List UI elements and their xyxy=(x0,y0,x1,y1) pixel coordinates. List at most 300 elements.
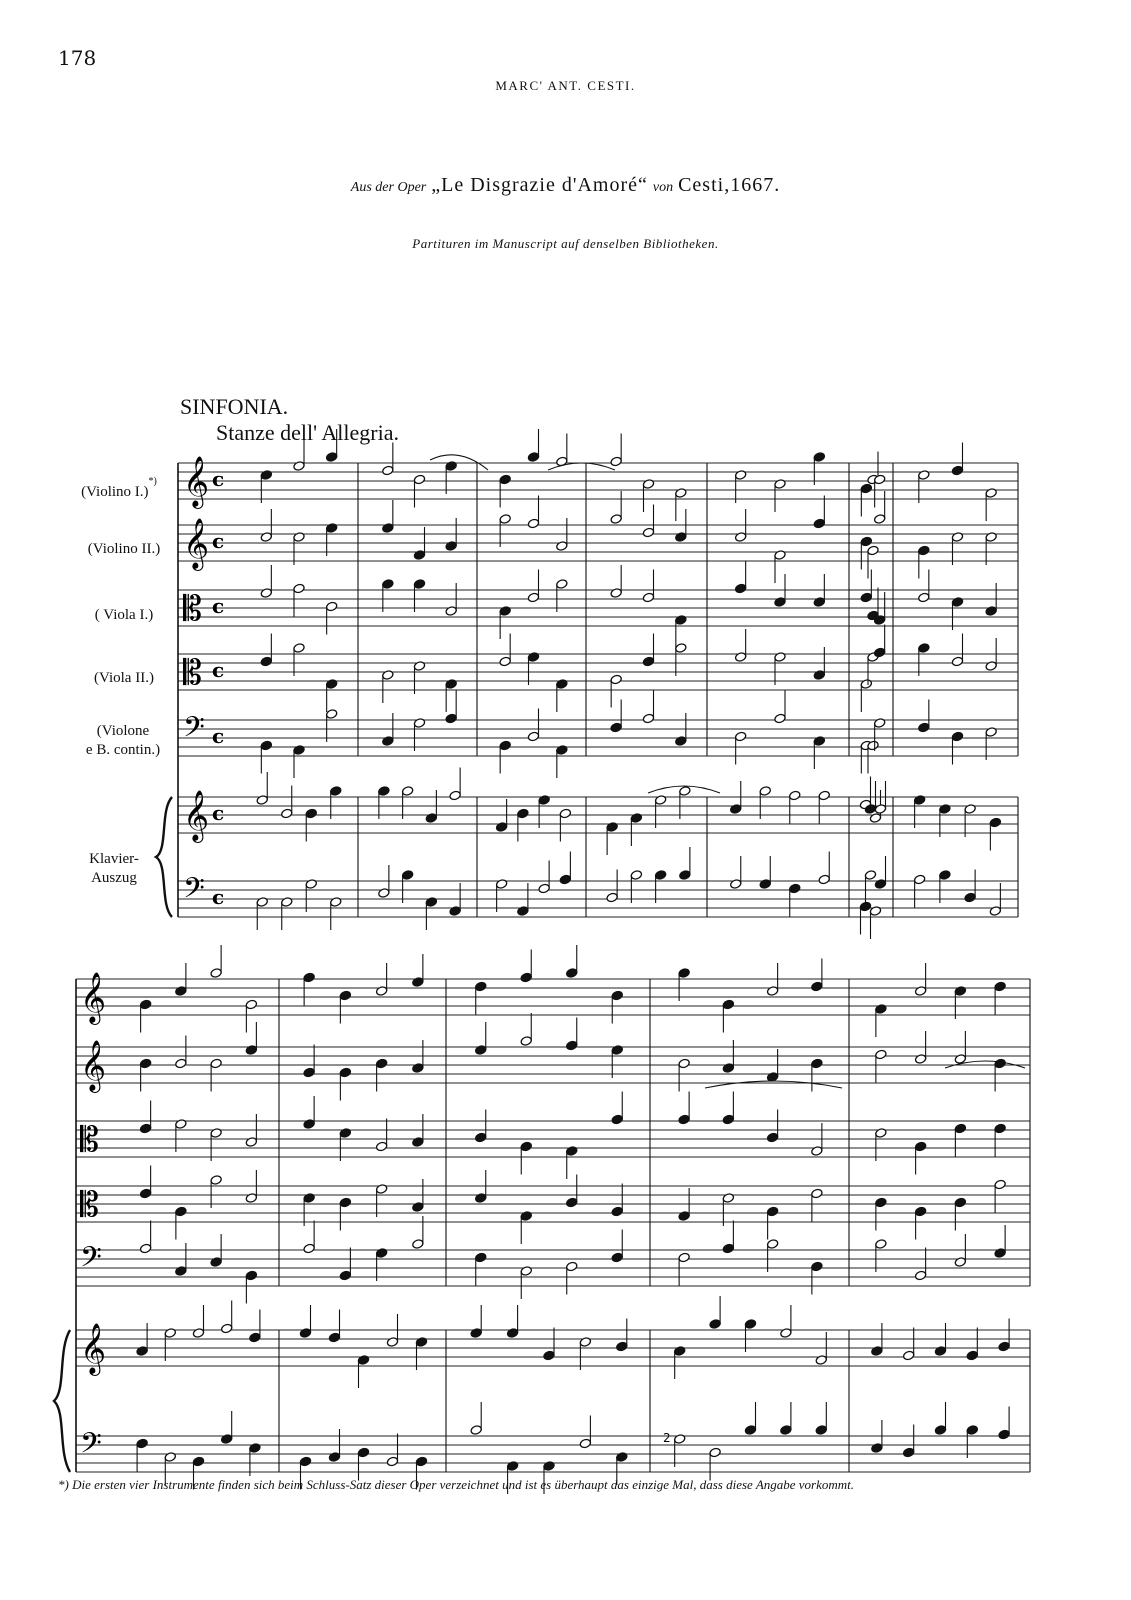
clef-icon: 𝄢 xyxy=(183,872,205,912)
note-head xyxy=(543,1461,555,1472)
note-head xyxy=(175,1206,187,1217)
note-head xyxy=(985,606,997,617)
note-head xyxy=(499,740,511,751)
clef-icon: 𝄞 xyxy=(183,456,210,507)
note-head xyxy=(954,1197,966,1208)
note-head xyxy=(918,545,930,556)
note-head xyxy=(811,1261,823,1272)
note-head xyxy=(722,1114,734,1125)
note-head xyxy=(293,461,305,472)
note-head xyxy=(210,1058,222,1069)
note-head xyxy=(579,1438,591,1449)
note-head xyxy=(299,1456,311,1467)
note-head xyxy=(818,874,830,885)
note-head xyxy=(330,786,342,797)
note-head xyxy=(175,1119,187,1130)
note-head xyxy=(951,532,963,543)
note-head xyxy=(556,745,568,756)
note-head xyxy=(325,452,337,463)
note-head xyxy=(375,986,387,997)
note-head xyxy=(256,795,268,806)
note-head xyxy=(382,579,394,590)
note-head xyxy=(339,1067,351,1078)
note-head xyxy=(606,822,618,833)
instrument-label-klavier: Klavier- Auszug xyxy=(89,851,139,886)
note-head xyxy=(871,1346,883,1357)
note-head xyxy=(774,550,786,561)
note-head xyxy=(989,817,1001,828)
note-head xyxy=(813,736,825,747)
time-signature-icon: c xyxy=(212,658,225,682)
note-head xyxy=(913,874,925,885)
note-head xyxy=(412,1239,424,1250)
note-head xyxy=(210,1175,222,1186)
note-head xyxy=(709,1447,721,1458)
note-head xyxy=(722,1063,734,1074)
note-head xyxy=(989,906,1001,917)
note-head xyxy=(293,583,305,594)
note-head xyxy=(339,1270,351,1281)
note-head xyxy=(527,592,539,603)
instrument-label-violino-2: (Violino II.) xyxy=(87,541,161,557)
note-head xyxy=(210,1128,222,1139)
note-head xyxy=(811,1058,823,1069)
note-head xyxy=(566,1146,578,1157)
note-head xyxy=(860,536,872,547)
note-head xyxy=(914,1270,926,1281)
note-head xyxy=(789,790,801,801)
note-head xyxy=(293,532,305,543)
note-head xyxy=(616,1341,628,1352)
note-head xyxy=(412,1063,424,1074)
note-head xyxy=(616,1452,628,1463)
clef-icon: 𝄢 xyxy=(80,1241,102,1281)
clef-icon: 𝄢 xyxy=(80,1427,102,1467)
source-mid: von xyxy=(652,180,674,195)
note-head xyxy=(386,1337,398,1348)
note-head xyxy=(382,465,394,476)
note-head xyxy=(611,1206,623,1217)
note-head xyxy=(918,470,930,481)
note-head xyxy=(954,986,966,997)
note-head xyxy=(874,879,886,890)
note-head xyxy=(918,643,930,654)
note-head xyxy=(678,1211,690,1222)
note-head xyxy=(413,579,425,590)
note-head xyxy=(610,674,622,685)
note-head xyxy=(475,1132,487,1143)
note-head xyxy=(811,1188,823,1199)
note-head xyxy=(139,1188,151,1199)
note-head xyxy=(774,652,786,663)
note-head xyxy=(303,972,315,983)
running-head: MARC' ANT. CESTI. xyxy=(495,78,636,93)
note-head xyxy=(875,1128,887,1139)
note-head xyxy=(994,1123,1006,1134)
note-head xyxy=(679,786,691,797)
figured-bass-numeral: 2 xyxy=(663,1431,671,1445)
note-head xyxy=(556,541,568,552)
note-head xyxy=(875,1197,887,1208)
note-head xyxy=(303,1193,315,1204)
note-head xyxy=(328,1332,340,1343)
note-head xyxy=(538,795,550,806)
footnote xyxy=(58,1476,1058,1494)
note-head xyxy=(401,786,413,797)
note-head xyxy=(780,1425,792,1436)
note-head xyxy=(495,822,507,833)
note-head xyxy=(722,1243,734,1254)
note-head xyxy=(610,456,622,467)
note-head xyxy=(678,968,690,979)
note-head xyxy=(192,1456,204,1467)
note-head xyxy=(789,883,801,894)
note-head xyxy=(412,1137,424,1148)
note-head xyxy=(339,1128,351,1139)
note-head xyxy=(964,892,976,903)
piano-brace xyxy=(54,1330,70,1472)
note-head xyxy=(527,731,539,742)
note-head xyxy=(630,813,642,824)
clef-icon: 𝄡 xyxy=(183,653,202,693)
note-head xyxy=(520,972,532,983)
note-head xyxy=(722,999,734,1010)
note-head xyxy=(951,597,963,608)
note-head xyxy=(245,1137,257,1148)
note-head xyxy=(875,1049,887,1060)
note-head xyxy=(642,656,654,667)
note-head xyxy=(325,709,337,720)
note-head xyxy=(734,532,746,543)
footnote-mark: *) xyxy=(58,1477,69,1492)
note-head xyxy=(221,1434,233,1445)
note-head xyxy=(164,1452,176,1463)
note-head xyxy=(375,1248,387,1259)
note-head xyxy=(867,545,879,556)
piece-title: SINFONIA. xyxy=(180,394,289,419)
clef-icon: 𝄡 xyxy=(80,1185,99,1225)
note-head xyxy=(675,488,687,499)
note-head xyxy=(260,656,272,667)
note-head xyxy=(766,1132,778,1143)
note-head xyxy=(339,990,351,1001)
note-head xyxy=(475,1252,487,1263)
note-head xyxy=(245,1045,257,1056)
note-head xyxy=(869,813,881,824)
note-head xyxy=(445,679,457,690)
note-head xyxy=(139,999,151,1010)
time-signature-icon: c xyxy=(212,724,225,748)
note-head xyxy=(730,879,742,890)
note-head xyxy=(305,808,317,819)
time-signature-icon: c xyxy=(212,801,225,825)
note-head xyxy=(556,579,568,590)
clef-icon: 𝄞 xyxy=(80,972,107,1023)
time-signature-icon: c xyxy=(212,885,225,909)
note-head xyxy=(499,656,511,667)
note-head xyxy=(610,588,622,599)
note-head xyxy=(293,745,305,756)
time-signature-icon: c xyxy=(212,529,225,553)
note-head xyxy=(139,1243,151,1254)
note-head xyxy=(415,1337,427,1348)
note-head xyxy=(136,1438,148,1449)
note-head xyxy=(759,786,771,797)
note-head xyxy=(744,1319,756,1330)
note-head xyxy=(249,1332,261,1343)
instrument-label-violino-1: (Violino I.)*) xyxy=(81,476,157,500)
note-head xyxy=(375,1184,387,1195)
note-head xyxy=(249,1443,261,1454)
note-head xyxy=(951,656,963,667)
note-head xyxy=(520,1211,532,1222)
note-head xyxy=(611,990,623,1001)
note-head xyxy=(674,1346,686,1357)
note-head xyxy=(221,1323,233,1334)
note-head xyxy=(164,1328,176,1339)
note-head xyxy=(520,1141,532,1152)
note-head xyxy=(914,1054,926,1065)
note-head xyxy=(559,808,571,819)
note-head xyxy=(506,1328,518,1339)
note-head xyxy=(527,518,539,529)
note-head xyxy=(813,518,825,529)
note-head xyxy=(445,461,457,472)
note-head xyxy=(766,1206,778,1217)
note-head xyxy=(903,1447,915,1458)
note-head xyxy=(325,523,337,534)
note-head xyxy=(860,592,872,603)
note-head xyxy=(470,1328,482,1339)
note-head xyxy=(774,597,786,608)
note-head xyxy=(445,541,457,552)
note-head xyxy=(470,1425,482,1436)
note-head xyxy=(675,736,687,747)
note-head xyxy=(375,1058,387,1069)
note-head xyxy=(774,713,786,724)
note-head xyxy=(538,883,550,894)
note-head xyxy=(210,1257,222,1268)
note-head xyxy=(966,1350,978,1361)
note-head xyxy=(495,879,507,890)
note-head xyxy=(382,670,394,681)
note-head xyxy=(964,804,976,815)
slur xyxy=(430,455,488,470)
movement-title: Stanze dell' Allegria. xyxy=(216,420,399,445)
note-head xyxy=(475,1045,487,1056)
note-head xyxy=(281,808,293,819)
note-head xyxy=(918,722,930,733)
note-head xyxy=(499,474,511,485)
note-head xyxy=(556,679,568,690)
note-head xyxy=(985,661,997,672)
instrument-label-viola-1: ( Viola I.) xyxy=(94,607,154,623)
note-head xyxy=(966,1425,978,1436)
note-head xyxy=(175,1266,187,1277)
note-head xyxy=(136,1346,148,1357)
note-head xyxy=(679,870,691,881)
note-head xyxy=(709,1319,721,1330)
note-head xyxy=(994,1058,1006,1069)
note-head xyxy=(475,1193,487,1204)
note-head xyxy=(413,718,425,729)
note-head xyxy=(939,870,951,881)
note-head xyxy=(864,870,876,881)
note-head xyxy=(413,550,425,561)
note-head xyxy=(175,986,187,997)
note-head xyxy=(998,1341,1010,1352)
note-head xyxy=(774,479,786,490)
note-head xyxy=(994,981,1006,992)
note-head xyxy=(642,527,654,538)
note-head xyxy=(766,1239,778,1250)
note-head xyxy=(517,906,529,917)
source-prefix: Aus der Oper xyxy=(350,180,427,195)
instrument-label-violone: (Violone e B. contin.) xyxy=(85,723,161,758)
note-head xyxy=(520,1036,532,1047)
note-head xyxy=(210,968,222,979)
note-head xyxy=(642,592,654,603)
note-head xyxy=(303,1119,315,1130)
note-head xyxy=(642,479,654,490)
note-head xyxy=(139,1123,151,1134)
note-head xyxy=(425,897,437,908)
note-head xyxy=(566,1040,578,1051)
note-head xyxy=(642,713,654,724)
note-head xyxy=(413,474,425,485)
note-head xyxy=(998,1429,1010,1440)
note-head xyxy=(305,879,317,890)
note-head xyxy=(413,661,425,672)
note-head xyxy=(401,870,413,881)
note-head xyxy=(675,643,687,654)
note-head xyxy=(382,523,394,534)
note-head xyxy=(445,713,457,724)
clef-icon: 𝄡 xyxy=(80,1120,99,1160)
note-head xyxy=(722,1193,734,1204)
piano-brace xyxy=(156,797,172,917)
note-head xyxy=(281,897,293,908)
note-head xyxy=(382,736,394,747)
note-head xyxy=(678,1058,690,1069)
note-head xyxy=(734,731,746,742)
note-head xyxy=(543,1350,555,1361)
note-head xyxy=(611,1252,623,1263)
note-head xyxy=(654,870,666,881)
note-head xyxy=(951,731,963,742)
note-head xyxy=(734,470,746,481)
note-head xyxy=(951,465,963,476)
note-head xyxy=(325,679,337,690)
note-head xyxy=(412,977,424,988)
note-head xyxy=(499,606,511,617)
note-head xyxy=(934,1425,946,1436)
note-head xyxy=(860,679,872,690)
note-head xyxy=(954,1257,966,1268)
note-head xyxy=(303,1243,315,1254)
time-signature-icon: c xyxy=(212,467,225,491)
note-head xyxy=(449,790,461,801)
note-head xyxy=(357,1447,369,1458)
note-head xyxy=(386,1456,398,1467)
opera-title: „Le Disgrazie d'Amoré“ xyxy=(431,174,648,196)
note-head xyxy=(339,1197,351,1208)
clef-icon: 𝄞 xyxy=(183,790,210,841)
note-head xyxy=(425,813,437,824)
note-head xyxy=(260,740,272,751)
note-head xyxy=(818,790,830,801)
note-head xyxy=(260,470,272,481)
note-head xyxy=(566,968,578,979)
clef-icon: 𝄞 xyxy=(80,1040,107,1091)
clef-icon: 𝄞 xyxy=(183,518,210,569)
note-head xyxy=(260,532,272,543)
note-head xyxy=(869,906,881,917)
note-head xyxy=(611,1114,623,1125)
note-head xyxy=(734,652,746,663)
note-head xyxy=(559,874,571,885)
note-head xyxy=(566,1197,578,1208)
note-head xyxy=(903,1350,915,1361)
note-head xyxy=(499,514,511,525)
note-head xyxy=(610,514,622,525)
note-head xyxy=(245,999,257,1010)
note-head xyxy=(813,452,825,463)
note-head xyxy=(815,1425,827,1436)
note-head xyxy=(611,1045,623,1056)
note-head xyxy=(875,1004,887,1015)
note-head xyxy=(913,795,925,806)
note-head xyxy=(378,786,390,797)
note-head xyxy=(734,583,746,594)
note-head xyxy=(175,1058,187,1069)
note-head xyxy=(445,606,457,617)
note-head xyxy=(678,1114,690,1125)
note-head xyxy=(527,452,539,463)
note-head xyxy=(954,1123,966,1134)
note-head xyxy=(939,804,951,815)
note-head xyxy=(873,514,885,525)
note-head xyxy=(994,1248,1006,1259)
note-head xyxy=(357,1355,369,1366)
note-head xyxy=(415,1456,427,1467)
note-head xyxy=(918,592,930,603)
note-head xyxy=(245,1193,257,1204)
note-head xyxy=(256,897,268,908)
note-head xyxy=(192,1328,204,1339)
note-head xyxy=(630,870,642,881)
note-head xyxy=(610,722,622,733)
note-head xyxy=(475,981,487,992)
note-head xyxy=(675,615,687,626)
note-head xyxy=(871,1443,883,1454)
note-head xyxy=(299,1328,311,1339)
note-head xyxy=(780,1328,792,1339)
clef-icon: 𝄡 xyxy=(183,589,202,629)
time-signature-icon: c xyxy=(212,594,225,618)
clef-icon: 𝄞 xyxy=(80,1323,107,1374)
note-head xyxy=(985,532,997,543)
sub-source-line: Partituren im Manuscript auf denselben Bibliotheken. xyxy=(412,236,719,251)
note-head xyxy=(875,1239,887,1250)
note-head xyxy=(811,981,823,992)
note-head xyxy=(520,1266,532,1277)
note-head xyxy=(606,892,618,903)
note-head xyxy=(860,483,872,494)
note-head xyxy=(811,1146,823,1157)
note-head xyxy=(994,1179,1006,1190)
note-head xyxy=(914,986,926,997)
